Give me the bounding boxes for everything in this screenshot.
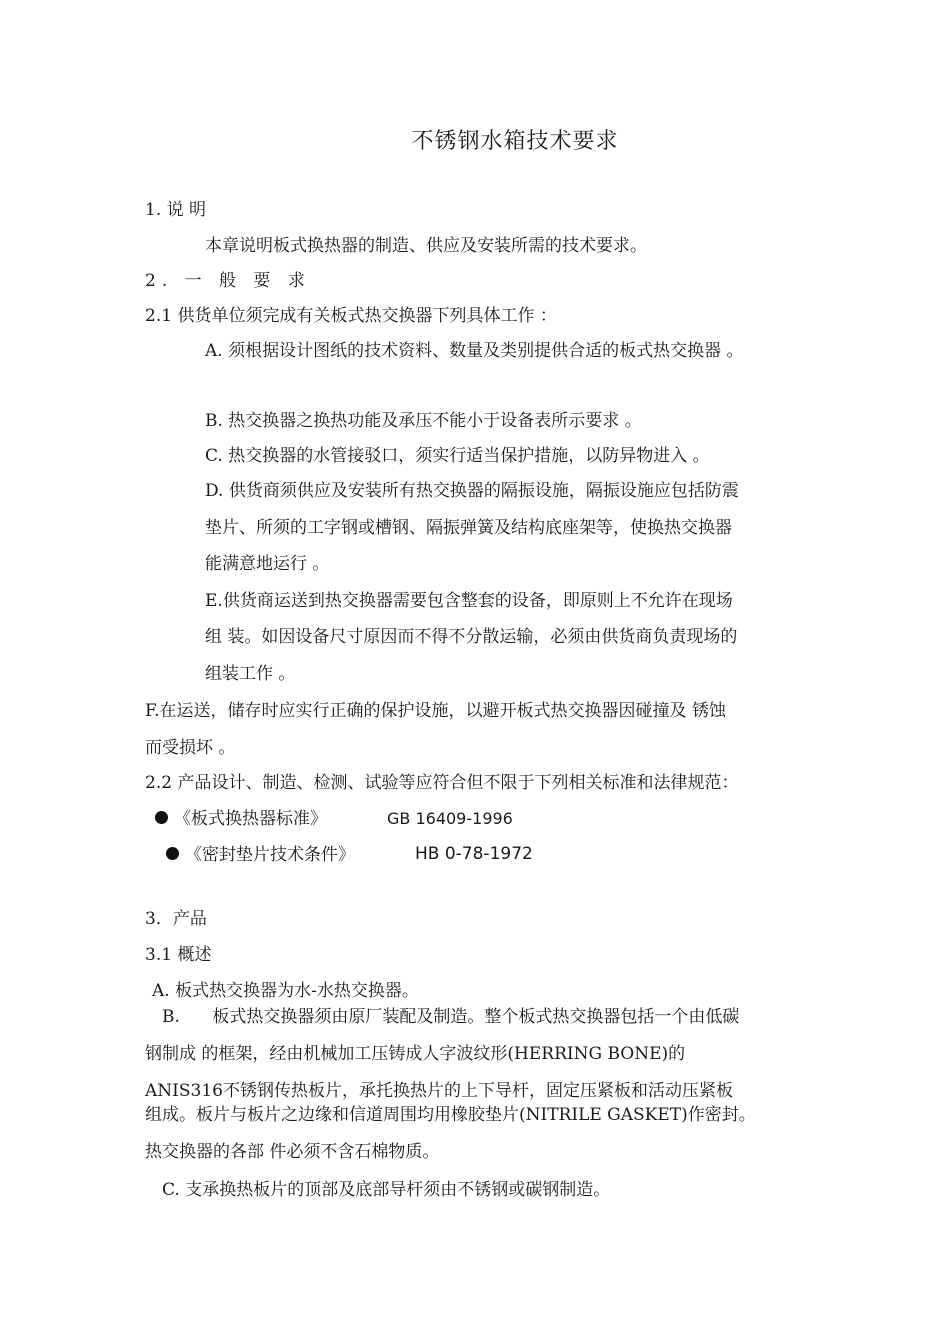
section-2-1-heading: 2.1 供货单位须完成有关板式热交换器下列具体工作 ： — [145, 306, 557, 326]
item-2-1-f-line1: F.在运送，储存时应实行正确的保护设施，以避开板式热交换器因碰撞及 锈蚀 — [145, 701, 726, 721]
bullet-icon — [155, 811, 168, 824]
item-2-1-c: C. 热交换器的水管接驳口，须实行适当保护措施，以防异物进入 。 — [205, 446, 710, 466]
item-3-1-a: A. 板式热交换器为水-水热交换器。 — [152, 981, 419, 1001]
item-3-1-b-line4: 组成。板片与板片之边缘和信道周围均用橡胶垫片(NITRILE GASKET)作密封。 — [145, 1105, 756, 1125]
item-3-1-b-line2: 钢制成 的框架，经由机械加工压铸成人字波纹形(HERRING BONE)的 — [145, 1044, 686, 1064]
bullet-icon — [166, 847, 179, 860]
item-2-1-f-line2: 而受损坏 。 — [145, 738, 236, 758]
standard-item-2 — [166, 844, 355, 866]
item-3-1-b-line3: ANIS316不锈钢传热板片，承托换热片的上下导杆，固定压紧板和活动压紧板 — [145, 1081, 733, 1101]
item-2-1-d-line1: D. 供货商须供应及安装所有热交换器的隔振设施，隔振设施应包括防震 — [205, 481, 739, 501]
section-1-body: 本章说明板式换热器的制造、供应及安装所需的技术要求。 — [205, 236, 647, 256]
section-3-1-heading: 3.1 概述 — [145, 945, 212, 965]
section-3-heading: 3．产品 — [145, 909, 207, 929]
item-2-1-e-line2: 组 装。如因设备尺寸原因而不得不分散运输，必须由供货商负责现场的 — [205, 627, 738, 647]
standard-item-1 — [155, 808, 327, 830]
item-2-1-d-line2: 垫片、所须的工字钢或槽钢、隔振弹簧及结构底座架等，使换热交换器 — [205, 518, 732, 538]
item-2-1-e-line1: E.供货商运送到热交换器需要包含整套的设备，即原则上不允许在现场 — [205, 591, 733, 611]
item-2-1-b: B. 热交换器之换热功能及承压不能小于设备表所示要求 。 — [205, 411, 642, 431]
standard-2-name: 《密封垫片技术条件》 — [185, 845, 355, 865]
item-2-1-a: A. 须根据设计图纸的技术资料、数量及类别提供合适的板式热交换器 。 — [205, 341, 744, 361]
standard-1-code: GB 16409-1996 — [387, 809, 513, 828]
document-title: 不锈钢水箱技术要求 — [411, 129, 619, 154]
item-3-1-b-line5: 热交换器的各部 件必须不含石棉物质。 — [145, 1142, 440, 1162]
item-3-1-c: C. 支承换热板片的顶部及底部导杆须由不锈钢或碳钢制造。 — [162, 1180, 611, 1200]
item-2-1-d-line3: 能满意地运行 。 — [205, 554, 330, 574]
item-2-1-e-line3: 组装工作 。 — [205, 664, 296, 684]
section-2-heading: 2. 一 般 要 求 — [145, 271, 311, 291]
section-2-2-heading: 2.2 产品设计、制造、检测、试验等应符合但不限于下列相关标准和法律规范： — [145, 773, 739, 793]
section-1-heading: 1. 说 明 — [145, 200, 207, 220]
standard-2-code: HB 0-78-1972 — [415, 844, 533, 864]
item-3-1-b-line1: B. 板式热交换器须由原厂装配及制造。整个板式热交换器包括一个由低碳 — [162, 1007, 740, 1027]
standard-1-name: 《板式换热器标准》 — [174, 809, 327, 829]
